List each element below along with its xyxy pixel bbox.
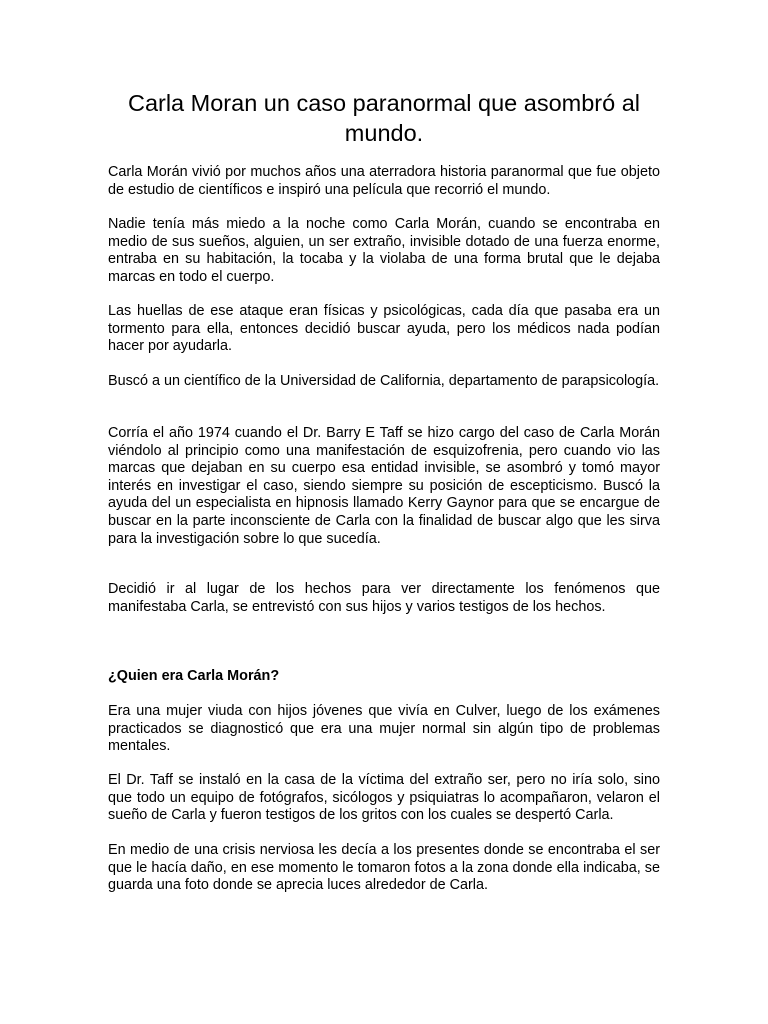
paragraph-visit: Decidió ir al lugar de los hechos para ver directamente los fenómenos que manifestaba Carla, se entrevistó con sus hijos y varios testigos de los hechos.	[108, 581, 660, 615]
section-heading: ¿Quien era Carla Morán?	[108, 668, 280, 684]
paragraph-crisis: En medio de una crisis nerviosa les decía a los presentes donde se encontraba el ser que le hacía daño, en ese momento le tomaron fotos a la zona donde ella indicaba, se guarda una foto donde se aprecia luces alrededor de Carla.	[108, 842, 660, 894]
paragraph-intro: Carla Morán vivió por muchos años una aterradora historia paranormal que fue objeto de estudio de científicos e inspiró una película que recorrió el mundo.	[108, 164, 660, 198]
paragraph-night-fear: Nadie tenía más miedo a la noche como Carla Morán, cuando se encontraba en medio de sus sueños, alguien, un ser extraño, invisible dotado de una fuerza enorme, entraba en su habitación, la tocaba y la violaba de una forma brutal que le dejaba marcas en todo el cuerpo.	[108, 216, 660, 285]
paragraph-dr-taff: Corría el año 1974 cuando el Dr. Barry E Taff se hizo cargo del caso de Carla Morán viéndolo al principio como una manifestación de esquizofrenia, pero cuando vio las marcas que dejaban en su cuerpo esa entidad invisible, se asombró y tomó mayor interés en investigar el caso, siendo siempre su posición de escepticismo. Buscó la ayuda del un especialista en hipnosis llamado Kerry Gaynor para que se encargue de buscar en la parte inconsciente de Carla con la finalidad de buscar algo que les sirva para la investigación sobre lo que sucedía.	[108, 425, 660, 547]
paragraph-scientist: Buscó a un científico de la Universidad de California, departamento de parapsicología.	[108, 373, 660, 389]
paragraph-widow: Era una mujer viuda con hijos jóvenes que vivía en Culver, luego de los exámenes practicados se diagnosticó que era una mujer normal sin algún tipo de problemas mentales.	[108, 703, 660, 755]
document-title: Carla Moran un caso paranormal que asombró al mundo.	[127, 90, 641, 146]
paragraph-attack-marks: Las huellas de ese ataque eran físicas y psicológicas, cada día que pasaba era un tormento para ella, entonces decidió buscar ayuda, pero los médicos nada podían hacer por ayudarla.	[108, 303, 660, 355]
paragraph-team: El Dr. Taff se instaló en la casa de la víctima del extraño ser, pero no iría solo, sino que todo un equipo de fotógrafos, sicólogos y psiquiatras lo acompañaron, velaron el sueño de Carla y fueron testigos de los gritos con los cuales se despertó Carla.	[108, 772, 660, 824]
